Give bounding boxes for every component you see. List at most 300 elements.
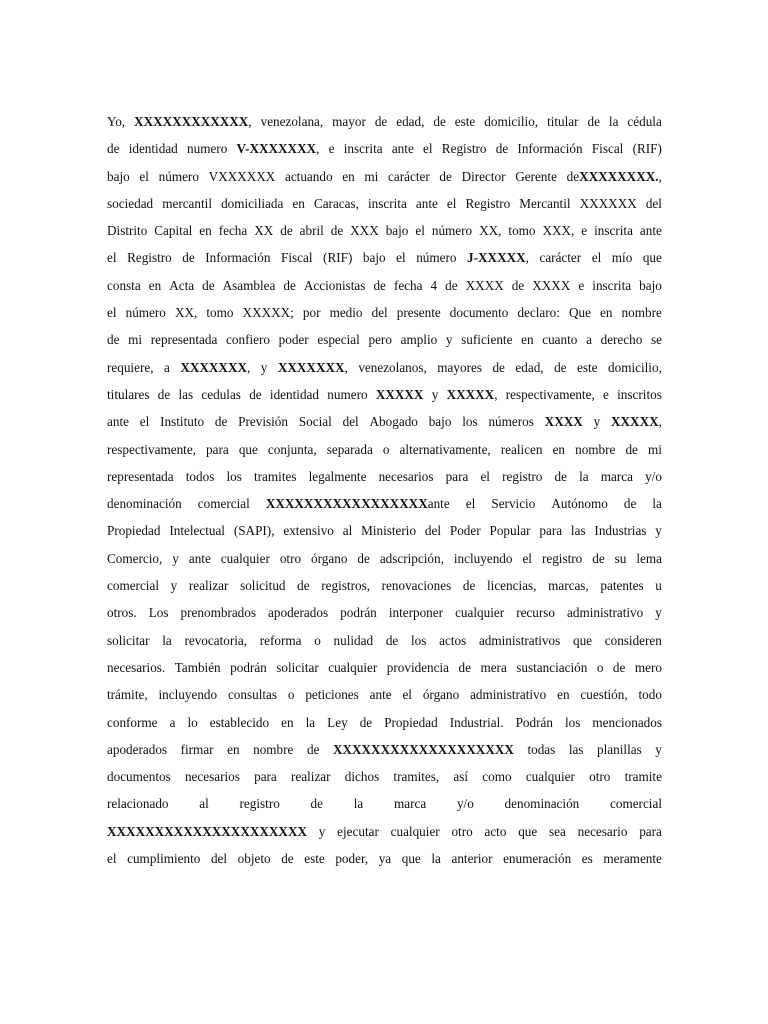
word: mío bbox=[611, 250, 633, 266]
word: el bbox=[139, 168, 149, 184]
word: VXXXXXX bbox=[208, 168, 276, 184]
word: mera bbox=[480, 659, 507, 675]
word: XXXXXXXXXXXXXXXXXante bbox=[265, 496, 450, 512]
word: ante bbox=[415, 195, 438, 211]
word: e bbox=[603, 386, 609, 402]
word: tramites bbox=[253, 468, 297, 484]
word: el bbox=[465, 496, 476, 512]
word: requiere, bbox=[107, 359, 154, 375]
word: interponer bbox=[388, 605, 444, 621]
word: el bbox=[402, 687, 412, 703]
word: tomo bbox=[508, 223, 536, 239]
text-line bbox=[107, 330, 662, 357]
word: de bbox=[107, 141, 120, 157]
word: de bbox=[554, 468, 567, 484]
word: administrativo bbox=[470, 687, 547, 703]
word: Propiedad bbox=[107, 523, 161, 539]
word: dichos bbox=[344, 769, 380, 785]
word: en bbox=[552, 441, 566, 457]
word: meramente bbox=[603, 851, 662, 867]
word: a bbox=[586, 332, 592, 348]
word: las bbox=[570, 523, 586, 539]
word: la bbox=[305, 714, 316, 730]
word: y bbox=[170, 578, 178, 594]
word: sea bbox=[549, 823, 566, 839]
word: números bbox=[488, 414, 534, 430]
word: y bbox=[445, 332, 453, 348]
word: de bbox=[458, 659, 471, 675]
word: solicitar bbox=[276, 659, 319, 675]
word: de bbox=[385, 632, 399, 648]
word: de bbox=[511, 277, 525, 293]
word: o bbox=[287, 687, 295, 703]
word: en bbox=[342, 168, 355, 184]
word: XXXXXX bbox=[579, 195, 637, 211]
word: realicen bbox=[500, 441, 543, 457]
word: confiero bbox=[226, 332, 270, 348]
word: cualquier bbox=[220, 550, 270, 566]
word: Ley bbox=[327, 714, 348, 730]
word: para bbox=[445, 468, 469, 484]
word: de bbox=[107, 332, 120, 348]
word: registro bbox=[541, 550, 583, 566]
word: acto bbox=[484, 823, 507, 839]
word: comercial bbox=[197, 496, 250, 512]
word: Fiscal bbox=[281, 250, 313, 266]
word: Registro bbox=[465, 195, 511, 211]
word: de bbox=[587, 114, 600, 129]
word: registro bbox=[239, 796, 280, 812]
word: carácter bbox=[388, 168, 430, 184]
word: o bbox=[382, 441, 390, 457]
word: inscrita bbox=[343, 141, 383, 157]
word: enumeración bbox=[503, 851, 572, 867]
word: en bbox=[227, 741, 240, 757]
word: mi bbox=[128, 332, 143, 348]
word: Accionistas bbox=[303, 277, 366, 293]
word: relacionado bbox=[107, 796, 169, 812]
word: los bbox=[462, 414, 478, 430]
word: (RIF) bbox=[323, 250, 353, 266]
word: respectivamente, bbox=[505, 386, 595, 402]
word: cuestión, bbox=[580, 687, 628, 703]
word: Gerente bbox=[515, 168, 557, 184]
word: XXXX bbox=[465, 277, 504, 293]
word: y bbox=[655, 741, 662, 757]
word: todo bbox=[638, 687, 662, 703]
word: XX, bbox=[479, 223, 502, 239]
word: como bbox=[482, 769, 512, 785]
word: necesarios. bbox=[107, 659, 166, 675]
word: de bbox=[495, 141, 509, 157]
word: poder bbox=[278, 332, 309, 348]
word: es bbox=[581, 851, 593, 867]
word: poder, bbox=[335, 851, 369, 867]
word: edad, bbox=[396, 114, 425, 129]
word: al bbox=[199, 796, 209, 812]
text-line bbox=[107, 248, 662, 275]
word: para bbox=[539, 523, 563, 539]
word: e bbox=[578, 277, 585, 293]
word: cualquier bbox=[390, 823, 440, 839]
word: reforma bbox=[259, 632, 302, 648]
word: de bbox=[623, 496, 637, 512]
word: denominación bbox=[107, 496, 182, 512]
word: renovaciones bbox=[381, 578, 452, 594]
text-line bbox=[107, 358, 662, 385]
word: tomo bbox=[206, 305, 234, 321]
word: Capital bbox=[154, 223, 193, 239]
word: en bbox=[557, 687, 570, 703]
word: que bbox=[238, 441, 258, 457]
word: domicilio, bbox=[608, 359, 662, 375]
word: de bbox=[554, 359, 567, 375]
word: número bbox=[416, 250, 457, 266]
word: Autónomo bbox=[551, 496, 608, 512]
word: de bbox=[373, 277, 386, 293]
word: de bbox=[462, 578, 476, 594]
word: Registro bbox=[127, 250, 172, 266]
word: de bbox=[592, 550, 605, 566]
word: pero bbox=[368, 332, 392, 348]
word: cualquier bbox=[455, 605, 505, 621]
word: de bbox=[281, 851, 294, 867]
word: de bbox=[492, 359, 505, 375]
word: cuanto bbox=[542, 332, 578, 348]
word: para bbox=[639, 823, 662, 839]
word: XXX bbox=[350, 223, 379, 239]
word: conjunta, bbox=[267, 441, 317, 457]
word: conforme bbox=[107, 714, 158, 730]
word: medio bbox=[329, 305, 363, 321]
word: Acta bbox=[169, 277, 195, 293]
word: todos bbox=[185, 468, 215, 484]
word: en bbox=[521, 332, 534, 348]
word: venezolana, bbox=[260, 114, 324, 129]
word: Asamblea bbox=[222, 277, 276, 293]
word: revocatoria, bbox=[184, 632, 248, 648]
text-line bbox=[107, 303, 662, 330]
word: podrán bbox=[340, 605, 377, 621]
word: las bbox=[568, 741, 584, 757]
word: y bbox=[655, 523, 662, 539]
word: que bbox=[518, 823, 538, 839]
word: trámite, bbox=[107, 687, 148, 703]
word: licencias, bbox=[487, 578, 537, 594]
word: Los bbox=[148, 605, 169, 621]
word: apoderados bbox=[107, 741, 168, 757]
word: de bbox=[625, 441, 638, 457]
word: la bbox=[608, 114, 619, 129]
word: realizar bbox=[291, 769, 331, 785]
word: separada bbox=[326, 441, 373, 457]
word: deXXXXXXXX., bbox=[566, 168, 662, 184]
word: del bbox=[371, 305, 388, 321]
word: inscrita bbox=[592, 277, 632, 293]
text-line bbox=[107, 685, 662, 712]
word: planillas bbox=[597, 741, 642, 757]
word: ante bbox=[188, 550, 211, 566]
word: u bbox=[655, 578, 662, 594]
word: las bbox=[178, 386, 194, 402]
word: XXXXX, bbox=[611, 414, 662, 430]
word: de bbox=[439, 168, 452, 184]
word: actos bbox=[439, 632, 467, 648]
word: marca bbox=[394, 796, 427, 812]
word: que bbox=[572, 632, 593, 648]
word: XXXXXXXXXXXXXXXXXXX bbox=[332, 741, 514, 757]
word: consta bbox=[107, 277, 141, 293]
word: XXXXX; bbox=[242, 305, 294, 321]
text-line bbox=[107, 440, 662, 467]
word: ante bbox=[369, 687, 392, 703]
word: bajo bbox=[385, 223, 409, 239]
word: administrativo bbox=[567, 605, 644, 621]
word: cédula bbox=[627, 114, 662, 129]
word: de bbox=[202, 277, 215, 293]
word: nombre bbox=[575, 441, 616, 457]
word: cualquier bbox=[328, 659, 378, 675]
word: Intelectual bbox=[169, 523, 225, 539]
word: Abogado bbox=[369, 414, 418, 430]
word: providencia bbox=[386, 659, 450, 675]
word: este bbox=[304, 851, 325, 867]
word: Popular bbox=[489, 523, 531, 539]
word: domiciliada bbox=[221, 195, 284, 211]
word: o bbox=[314, 632, 321, 648]
word: suficiente bbox=[461, 332, 513, 348]
word: establecido bbox=[209, 714, 270, 730]
word: ya bbox=[378, 851, 392, 867]
word: el bbox=[139, 414, 150, 430]
text-line bbox=[107, 767, 662, 794]
word: XXXXXXX, bbox=[180, 359, 251, 375]
word: 4 bbox=[430, 277, 438, 293]
word: comercial bbox=[610, 796, 662, 812]
word: XXXXXXXXXXXX, bbox=[134, 114, 252, 129]
word: número bbox=[125, 305, 166, 321]
word: de bbox=[182, 250, 195, 266]
word: el bbox=[107, 250, 117, 266]
word: así bbox=[453, 769, 469, 785]
word: actuando bbox=[284, 168, 333, 184]
word: el bbox=[107, 851, 117, 867]
word: la bbox=[162, 632, 172, 648]
text-line bbox=[107, 658, 662, 685]
word: documentos bbox=[107, 769, 171, 785]
word: ante bbox=[639, 223, 662, 239]
word: apoderados bbox=[268, 605, 329, 621]
word: otro bbox=[589, 769, 611, 785]
word: lo bbox=[187, 714, 198, 730]
word: otros. bbox=[107, 605, 137, 621]
word: este bbox=[454, 114, 476, 129]
word: el bbox=[396, 250, 406, 266]
word: y bbox=[172, 550, 179, 566]
word: Información bbox=[517, 141, 583, 157]
word: Industrias bbox=[594, 523, 647, 539]
word: ante bbox=[391, 141, 414, 157]
word: y bbox=[318, 823, 326, 839]
text-line bbox=[107, 603, 662, 630]
word: (RIF) bbox=[632, 141, 662, 157]
word: incluyendo bbox=[158, 687, 218, 703]
word: (SAPI), bbox=[233, 523, 275, 539]
word: Caracas, bbox=[313, 195, 359, 211]
word: XXXXXXXXXXXXXXXXXXXXX bbox=[107, 823, 307, 839]
word: de bbox=[157, 386, 171, 402]
word: de bbox=[214, 414, 228, 430]
word: solicitud bbox=[240, 578, 286, 594]
word: objeto bbox=[237, 851, 271, 867]
word: el bbox=[591, 250, 602, 266]
word: V-XXXXXXX, bbox=[236, 141, 320, 157]
word: Fiscal bbox=[591, 141, 624, 157]
word: este bbox=[577, 359, 598, 375]
word: en bbox=[148, 277, 162, 293]
text-line bbox=[107, 849, 662, 876]
text-line bbox=[107, 549, 662, 576]
word: podrán bbox=[230, 659, 267, 675]
word: Instituto bbox=[160, 414, 205, 430]
word: peticiones bbox=[305, 687, 359, 703]
word: solicitar bbox=[107, 632, 150, 648]
word: de bbox=[445, 277, 458, 293]
word: registro bbox=[502, 468, 543, 484]
word: a bbox=[163, 359, 170, 375]
word: abril bbox=[299, 223, 324, 239]
word: realizar bbox=[188, 578, 229, 594]
word: de bbox=[306, 741, 320, 757]
word: domicilio, bbox=[484, 114, 539, 129]
word: el bbox=[480, 468, 490, 484]
text-line bbox=[107, 221, 662, 248]
word: bajo bbox=[639, 277, 662, 293]
word: nulidad bbox=[333, 632, 374, 648]
word: y/o bbox=[645, 468, 662, 484]
word: que bbox=[401, 851, 421, 867]
word: presente bbox=[396, 305, 441, 321]
word: XX, bbox=[174, 305, 198, 321]
word: los bbox=[564, 714, 581, 730]
text-line bbox=[107, 822, 662, 849]
text-line bbox=[107, 740, 662, 767]
word: numero bbox=[187, 141, 228, 157]
word: nombre bbox=[253, 741, 294, 757]
text-line bbox=[107, 794, 662, 821]
document-body bbox=[107, 112, 662, 876]
text-line bbox=[107, 276, 662, 303]
word: especial bbox=[317, 332, 360, 348]
word: firmar bbox=[180, 741, 214, 757]
word: patentes bbox=[600, 578, 644, 594]
word: a bbox=[169, 714, 176, 730]
word: Distrito bbox=[107, 223, 148, 239]
word: mayores bbox=[437, 359, 482, 375]
word: necesarios bbox=[184, 769, 240, 785]
word: numero bbox=[327, 386, 368, 402]
word: identidad bbox=[269, 386, 319, 402]
word: órgano bbox=[311, 550, 348, 566]
word: la bbox=[652, 496, 662, 512]
word: de bbox=[359, 714, 373, 730]
word: representada bbox=[107, 468, 174, 484]
word: de bbox=[433, 114, 446, 129]
word: incluyendo bbox=[453, 550, 513, 566]
word: de bbox=[357, 550, 370, 566]
word: y bbox=[431, 386, 439, 402]
word: por bbox=[302, 305, 321, 321]
word: Social bbox=[298, 414, 332, 430]
word: al bbox=[342, 523, 353, 539]
text-line bbox=[107, 412, 662, 439]
word: denominación bbox=[504, 796, 580, 812]
word: del bbox=[210, 851, 228, 867]
word: sustanciación bbox=[516, 659, 588, 675]
text-line bbox=[107, 385, 662, 412]
word: J-XXXXX, bbox=[467, 250, 529, 266]
word: alternativamente, bbox=[399, 441, 491, 457]
text-line bbox=[107, 521, 662, 548]
word: mayor bbox=[332, 114, 366, 129]
text-line bbox=[107, 194, 662, 221]
word: Registro bbox=[441, 141, 487, 157]
text-line bbox=[107, 494, 662, 521]
word: el bbox=[107, 305, 117, 321]
word: Ministerio bbox=[361, 523, 417, 539]
word: de bbox=[310, 796, 323, 812]
word: declaro: bbox=[517, 305, 560, 321]
word: el bbox=[423, 141, 433, 157]
word: marcas, bbox=[548, 578, 589, 594]
word: Previsión bbox=[238, 414, 288, 430]
word: registros, bbox=[321, 578, 370, 594]
word: marca bbox=[600, 468, 633, 484]
word: amplio bbox=[400, 332, 438, 348]
word: de bbox=[280, 223, 293, 239]
word: en bbox=[600, 305, 613, 321]
text-line bbox=[107, 467, 662, 494]
word: XXXX bbox=[544, 414, 583, 430]
word: la bbox=[579, 468, 589, 484]
word: venezolanos, bbox=[358, 359, 427, 375]
word: XXXXX bbox=[375, 386, 424, 402]
word: inscritos bbox=[617, 386, 662, 402]
text-line bbox=[107, 631, 662, 658]
word: extensivo bbox=[283, 523, 334, 539]
word: fecha bbox=[218, 223, 248, 239]
word: de bbox=[612, 659, 626, 675]
word: y/o bbox=[456, 796, 474, 812]
word: sociedad bbox=[107, 195, 154, 211]
word: Yo, bbox=[107, 114, 126, 129]
word: todas bbox=[527, 741, 556, 757]
word: bajo bbox=[107, 168, 130, 184]
word: número bbox=[158, 168, 199, 184]
word: y bbox=[260, 359, 268, 375]
word: Poder bbox=[449, 523, 481, 539]
word: documento bbox=[449, 305, 509, 321]
word: otro bbox=[451, 823, 473, 839]
word: XX bbox=[254, 223, 274, 239]
word: administrativos bbox=[478, 632, 561, 648]
word: XXX, bbox=[542, 223, 575, 239]
word: de bbox=[249, 386, 262, 402]
word: tramite bbox=[624, 769, 662, 785]
word: para bbox=[254, 769, 277, 785]
word: consideren bbox=[604, 632, 662, 648]
word: en bbox=[281, 714, 294, 730]
